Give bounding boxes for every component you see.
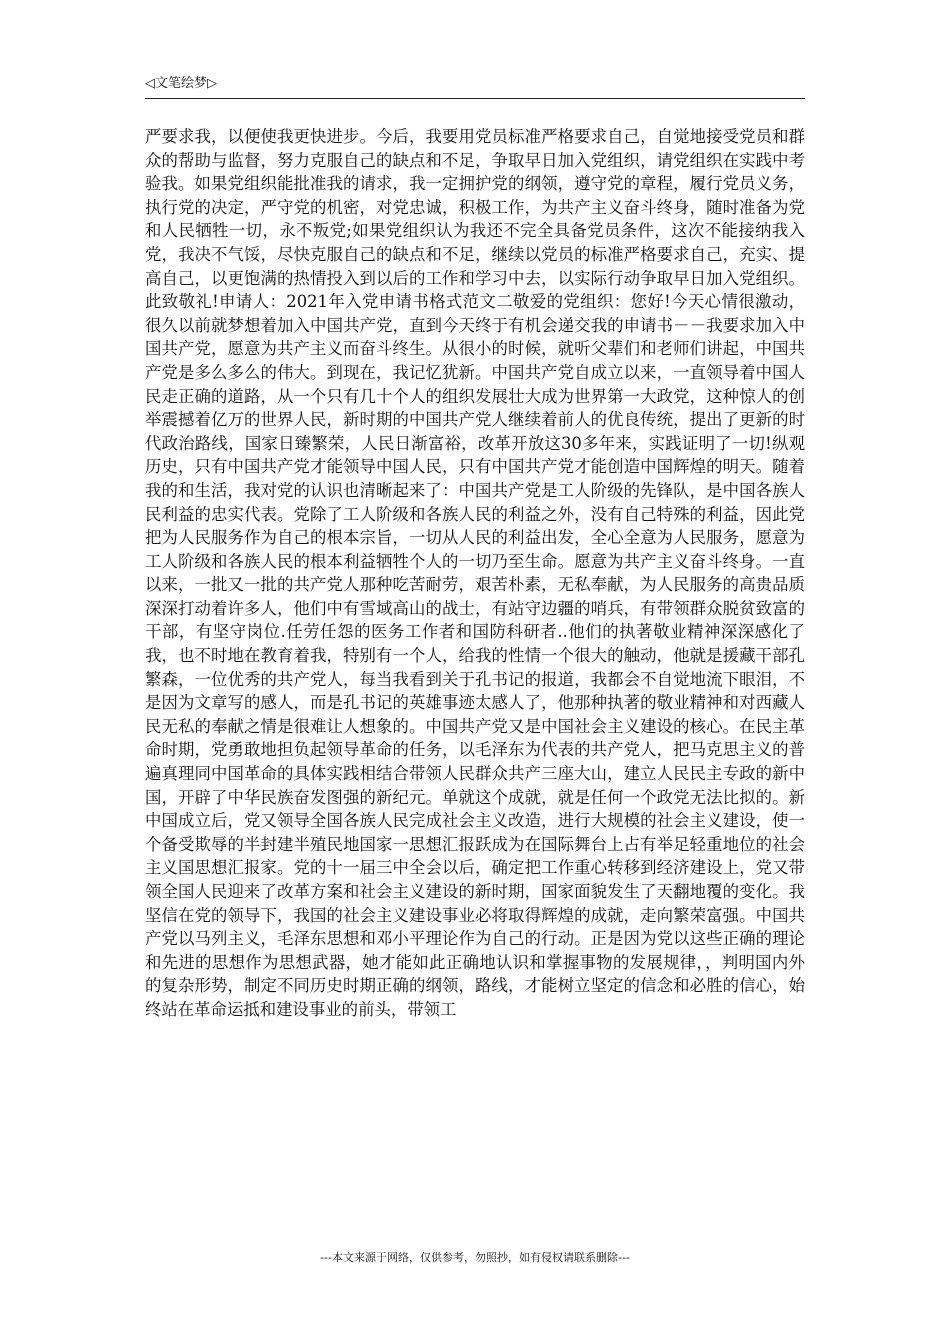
- header-title: ◁文笔绘梦▷: [145, 76, 217, 91]
- page-header: [145, 74, 805, 99]
- document-body-text: 严要求我，以便使我更快进步。今后，我要用党员标准严格要求自己，自觉地接受党员和群众的帮助与监督，努力克服自己的缺点和不足，争取早日加入党组织，请党组织在实践中考验我。如果党组织能批准我的请求，我一定拥护党的纲领，遵守党的章程，履行党员义务，执行党的决定，严守党的机密，对党忠诚，积极工作，为共产主义奋斗终身，随时准备为党和人民牺牲一切，永不叛党;如果党组织认为我还不完全具备党员条件，这次不能接纳我入党，我决不气馁，尽快克服自己的缺点和不足，继续以党员的标准严格要求自己，充实、提高自己，以更饱满的热情投入到以后的工作和学习中去，以实际行动争取早日加入党组织。此致敬礼!申请人：2021年入党申请书格式范文二敬爱的党组织：您好!今天心情很激动，很久以前就梦想着加入中国共产党，直到今天终于有机会递交我的申请书－－我要求加入中国共产党，愿意为共产主义而奋斗终生。从很小的时候，就听父辈们和老师们讲起，中国共产党是多么多么的伟大。到现在，我记忆犹新。中国共产党自成立以来，一直领导着中国人民走正确的道路，从一个只有几十个人的组织发展壮大成为世界第一大政党，这种惊人的创举震撼着亿万的世界人民，新时期的中国共产党人继续着前人的优良传统，提出了更新的时代政治路线，国家日臻繁荣，人民日渐富裕，改革开放这30多年来，实践证明了一切!纵观历史，只有中国共产党才能领导中国人民，只有中国共产党才能创造中国辉煌的明天。随着我的和生活，我对党的认识也清晰起来了：中国共产党是工人阶级的先锋队，是中国各族人民利益的忠实代表。党除了工人阶级和各族人民的利益之外，没有自己特殊的利益，因此党把为人民服务作为自己的根本宗旨，一切从人民的利益出发，全心全意为人民服务，愿意为工人阶级和各族人民的根本利益牺牲个人的一切乃至生命。愿意为共产主义奋斗终身。一直以来，一批又一批的共产党人那种吃苦耐劳，艰苦朴素，无私奉献，为人民服务的高贵品质深深打动着许多人，他们中有雪域高山的战士，有站守边疆的哨兵，有带领群众脱贫致富的干部，有坚守岗位.任劳任怨的医务工作者和国防科研者..他们的执著敬业精神深深感化了我，也不时地在教育着我，特别有一个人，给我的性情一个很大的触动，他就是援藏干部孔繁森，一位优秀的共产党人，每当我看到关于孔书记的报道，我都会不自觉地流下眼泪，不是因为文章写的感人，而是孔书记的英雄事迹太感人了，他那种执著的敬业精神和对西藏人民无私的奉献之情是很难让人想象的。中国共产党又是中国社会主义建设的核心。在民主革命时期，党勇敢地担负起领导革命的任务，以毛泽东为代表的共产党人，把马克思主义的普遍真理同中国革命的具体实践相结合带领人民群众共产三座大山，建立人民民主专政的新中国，开辟了中华民族奋发图强的新纪元。单就这个成就，就是任何一个政党无法比拟的。新中国成立后，党又领导全国各族人民完成社会主义改造，进行大规模的社会主义建设，使一个备受欺辱的半封建半殖民地国家一思想汇报跃成为在国际舞台上占有举足轻重地位的社会主义国思想汇报家。党的十一届三中全会以后，确定把工作重心转移到经济建设上，党又带领全国人民迎来了改革方案和社会主义建设的新时期，国家面貌发生了天翻地覆的变化。我坚信在党的领导下，我国的社会主义建设事业必将取得辉煌的成就，走向繁荣富强。中国共产党以马列主义，毛泽东思想和邓小平理论作为自己的行动。正是因为党以这些正确的理论和先进的思想作为思想武器，她才能如此正确地认识和掌握事物的发展规律，，判明国内外的复杂形势，制定不同历史时期正确的纲领，路线，才能树立坚定的信念和必胜的信心，始终站在革命运抵和建设事业的前头，带领工: [145, 127, 805, 1019]
- page-footer: ---本文来源于网络，仅供参考，勿照抄，如有侵权请联系删除---: [320, 1251, 630, 1264]
